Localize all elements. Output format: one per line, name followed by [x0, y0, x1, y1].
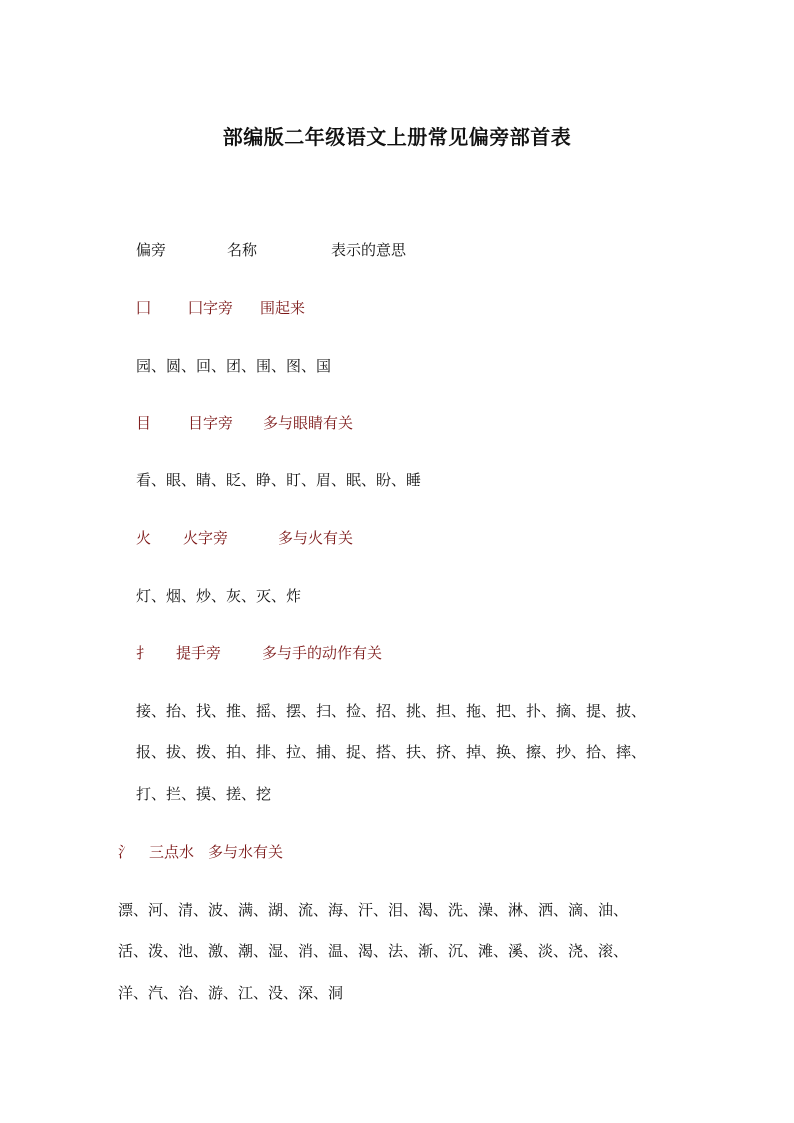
radical-glyph: 扌: [136, 644, 152, 662]
example-chars-line: 洋、汽、治、游、江、没、深、洞: [118, 984, 344, 1002]
radical-meaning: 多与眼睛有关: [263, 414, 354, 432]
example-chars-line: 报、拔、拨、拍、排、拉、捕、捉、搭、扶、挤、掉、换、擦、抄、拾、摔、: [136, 743, 647, 761]
header-radical: 偏旁: [136, 241, 167, 259]
radical-name: 提手旁: [176, 644, 222, 662]
example-chars-line: 接、抬、找、推、摇、摆、扫、捡、招、挑、担、拖、把、扑、摘、提、披、: [136, 702, 647, 720]
example-chars-line: 看、眼、睛、眨、睁、盯、眉、眠、盼、睡: [136, 471, 422, 489]
radical-glyph: 火: [136, 529, 152, 547]
radical-glyph: 氵: [118, 843, 134, 861]
example-chars-line: 活、泼、池、激、潮、湿、消、温、渴、法、渐、沉、滩、溪、淡、浇、滚、: [118, 942, 629, 960]
example-chars-line: 漂、河、清、波、满、湖、流、海、汗、泪、渴、洗、澡、淋、洒、滴、油、: [118, 901, 629, 919]
header-name: 名称: [227, 241, 258, 259]
radical-glyph: 囗: [136, 299, 152, 317]
radical-meaning: 多与火有关: [278, 529, 354, 547]
radical-meaning: 围起来: [260, 299, 306, 317]
example-chars-line: 灯、烟、炒、灰、灭、炸: [136, 587, 302, 605]
radical-name: 火字旁: [183, 529, 229, 547]
radical-name: 三点水: [149, 843, 195, 861]
radical-glyph: 目: [136, 414, 152, 432]
example-chars-line: 打、拦、摸、搓、挖: [136, 785, 272, 803]
header-meaning: 表示的意思: [331, 241, 407, 259]
radical-name: 囗字旁: [188, 299, 234, 317]
example-chars-line: 园、圆、回、团、围、图、国: [136, 357, 332, 375]
radical-meaning: 多与水有关: [208, 843, 284, 861]
page-title: 部编版二年级语文上册常见偏旁部首表: [222, 125, 572, 149]
radical-name: 目字旁: [188, 414, 234, 432]
radical-meaning: 多与手的动作有关: [262, 644, 383, 662]
